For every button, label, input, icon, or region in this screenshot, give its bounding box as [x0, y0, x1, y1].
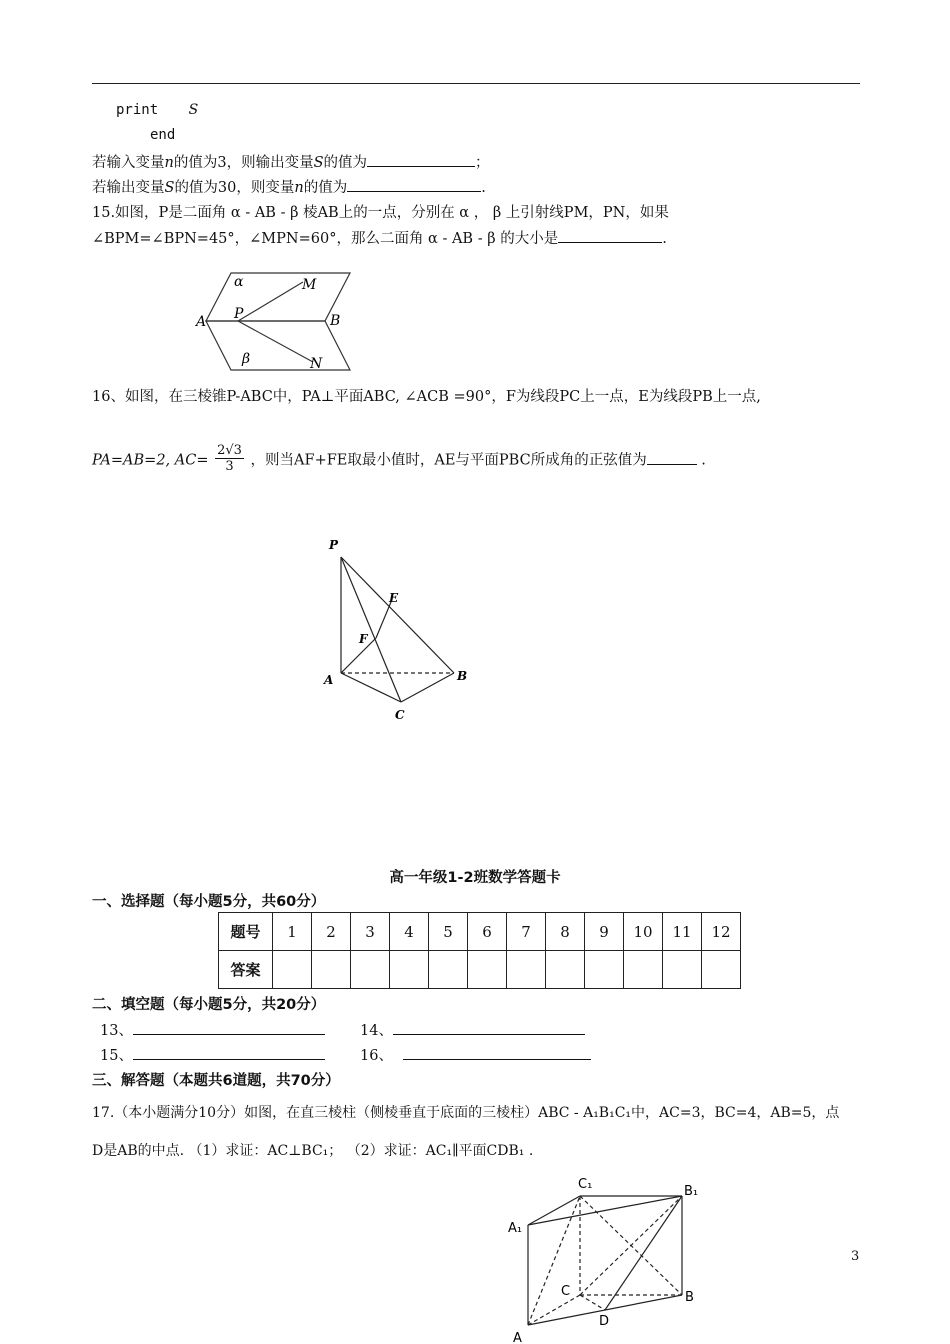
fill-label-15: 15、 — [100, 1048, 133, 1064]
label-p: P — [234, 306, 244, 322]
q14-l1-var2: S — [313, 155, 324, 171]
table-row-answers — [219, 951, 741, 989]
label-c1: C₁ — [578, 1177, 593, 1192]
answer-cell[interactable] — [546, 951, 585, 989]
fill-blank-13[interactable] — [133, 1020, 325, 1035]
label-c: C — [561, 1284, 571, 1299]
card-title: 高一年级1-2班数学答题卡 — [389, 870, 561, 886]
q14-answer-blank-1[interactable] — [367, 152, 475, 167]
answer-cell[interactable] — [468, 951, 507, 989]
label-p: P — [329, 538, 339, 552]
fill-blank-14[interactable] — [393, 1020, 585, 1035]
q15-l2-end: . — [662, 231, 667, 247]
table-cell: 3 — [351, 913, 390, 951]
section-solve: 三、解答题（本题共6道题，共70分） — [92, 1073, 340, 1089]
table-cell: 1 — [273, 913, 312, 951]
answer-cell[interactable] — [312, 951, 351, 989]
fill-label-13: 13、 — [100, 1023, 133, 1039]
code-end-line: end — [150, 127, 176, 143]
q16-l2-text-a: PA=AB=2, AC= — [92, 452, 209, 469]
table-cell: 8 — [546, 913, 585, 951]
q16-line2 — [92, 445, 706, 476]
answer-cell[interactable] — [663, 951, 702, 989]
label-e: E — [389, 591, 399, 605]
q14-l1-text-c: 的值为 — [323, 155, 368, 171]
q16-l2-text-b: ，则当AF+FE取最小值时，AE与平面PBC所成角的正弦值为 — [250, 452, 647, 469]
label-f: F — [359, 632, 368, 646]
q17-prism-figure — [505, 1170, 705, 1344]
section-choice: 一、选择题（每小题5分，共60分） — [92, 894, 326, 910]
fill-label-16: 16、 — [360, 1048, 393, 1064]
q15-dihedral-figure — [190, 265, 370, 380]
answer-cell[interactable] — [273, 951, 312, 989]
plane-beta — [206, 321, 350, 370]
table-cell: 5 — [429, 913, 468, 951]
q14-l1-text-a: 若输入变量 — [92, 155, 165, 171]
q16-pyramid-figure — [318, 535, 478, 725]
q16-answer-blank[interactable] — [647, 450, 697, 465]
fill-label-14: 14、 — [360, 1023, 393, 1039]
answer-cell[interactable] — [390, 951, 429, 989]
answer-cell[interactable] — [585, 951, 624, 989]
fill-blank-15[interactable] — [133, 1045, 325, 1060]
q16-l2-end: . — [696, 452, 706, 469]
q14-l2-var: S — [164, 180, 175, 196]
q14-answer-blank-2[interactable] — [347, 177, 481, 192]
label-a: A — [196, 314, 207, 330]
answer-cell[interactable] — [351, 951, 390, 989]
label-m: M — [302, 277, 317, 293]
label-d: D — [599, 1314, 610, 1329]
fill-16 — [360, 1044, 591, 1065]
label-n: N — [310, 356, 323, 372]
table-cell: 12 — [702, 913, 741, 951]
label-a1: A₁ — [508, 1221, 523, 1236]
code-print-line — [116, 102, 198, 118]
q14-l2-text-b: 的值为30，则变量 — [174, 180, 295, 196]
row-head-answer: 答案 — [219, 951, 273, 989]
section-fill: 二、填空题（每小题5分，共20分） — [92, 997, 326, 1013]
q14-l1-text-b: 的值为3，则输出变量 — [173, 155, 314, 171]
q17-line2: D是AB的中点. （1）求证：AC⊥BC₁； （2）求证：AC₁∥平面CDB₁ . — [92, 1143, 534, 1159]
q14-line1 — [92, 151, 490, 172]
q16-line1: 16、如图，在三棱锥P-ABC中，PA⊥平面ABC, ∠ACB =90°，F为线段PC上一点，E为线段PB上一点, — [92, 389, 761, 405]
q15-l2-text: ∠BPM=∠BPN=45°，∠MPN=60°，那么二面角 α - AB - β 的大小是 — [92, 231, 559, 247]
table-cell: 6 — [468, 913, 507, 951]
q14-l1-var: n — [164, 155, 174, 171]
q15-answer-blank[interactable] — [558, 228, 662, 243]
q14-l2-text-c: 的值为 — [303, 180, 348, 196]
label-beta: β — [242, 351, 251, 367]
q14-l2-text-a: 若输出变量 — [92, 180, 165, 196]
label-b1: B₁ — [684, 1184, 699, 1199]
q14-line2 — [92, 176, 486, 197]
q14-l1-end: ； — [475, 155, 490, 171]
row-head-number: 题号 — [219, 913, 273, 951]
table-cell: 4 — [390, 913, 429, 951]
label-alpha: α — [234, 274, 244, 290]
header-rule — [92, 83, 860, 84]
label-b: B — [330, 313, 341, 329]
code-print-variable: S — [188, 102, 199, 118]
label-b: B — [457, 669, 468, 683]
q16-frac-num: 2√3 — [217, 443, 242, 458]
q15-line1: 15.如图，P是二面角 α - AB - β 棱AB上的一点，分别在 α ， β 上引射线PM，PN，如果 — [92, 205, 669, 221]
answer-table — [218, 912, 741, 989]
q17-line1: 17.（本小题满分10分）如图，在直三棱柱（侧棱垂直于底面的三棱柱）ABC - A₁B₁C₁中，AC=3，BC=4，AB=5，点 — [92, 1105, 840, 1121]
fill-15 — [100, 1044, 325, 1065]
fill-13 — [100, 1019, 325, 1040]
fill-14 — [360, 1019, 585, 1040]
table-cell: 7 — [507, 913, 546, 951]
label-c: C — [395, 708, 405, 722]
answer-cell[interactable] — [702, 951, 741, 989]
table-cell: 9 — [585, 913, 624, 951]
table-row-numbers — [219, 913, 741, 951]
q14-l2-var2: n — [294, 180, 304, 196]
q14-l2-end: . — [481, 180, 486, 196]
label-a: A — [324, 673, 334, 687]
label-a: A — [513, 1331, 522, 1344]
table-cell: 11 — [663, 913, 702, 951]
table-cell: 10 — [624, 913, 663, 951]
label-b: B — [685, 1290, 694, 1305]
ray-pm — [238, 282, 303, 321]
answer-cell[interactable] — [429, 951, 468, 989]
q16-fraction — [215, 443, 244, 474]
page-number: 3 — [851, 1249, 860, 1264]
answer-cell[interactable] — [624, 951, 663, 989]
q16-frac-den: 3 — [225, 459, 234, 474]
code-print-keyword: print — [116, 102, 159, 118]
q15-line2 — [92, 227, 667, 248]
answer-cell[interactable] — [507, 951, 546, 989]
table-cell: 2 — [312, 913, 351, 951]
fill-blank-16[interactable] — [403, 1045, 591, 1060]
